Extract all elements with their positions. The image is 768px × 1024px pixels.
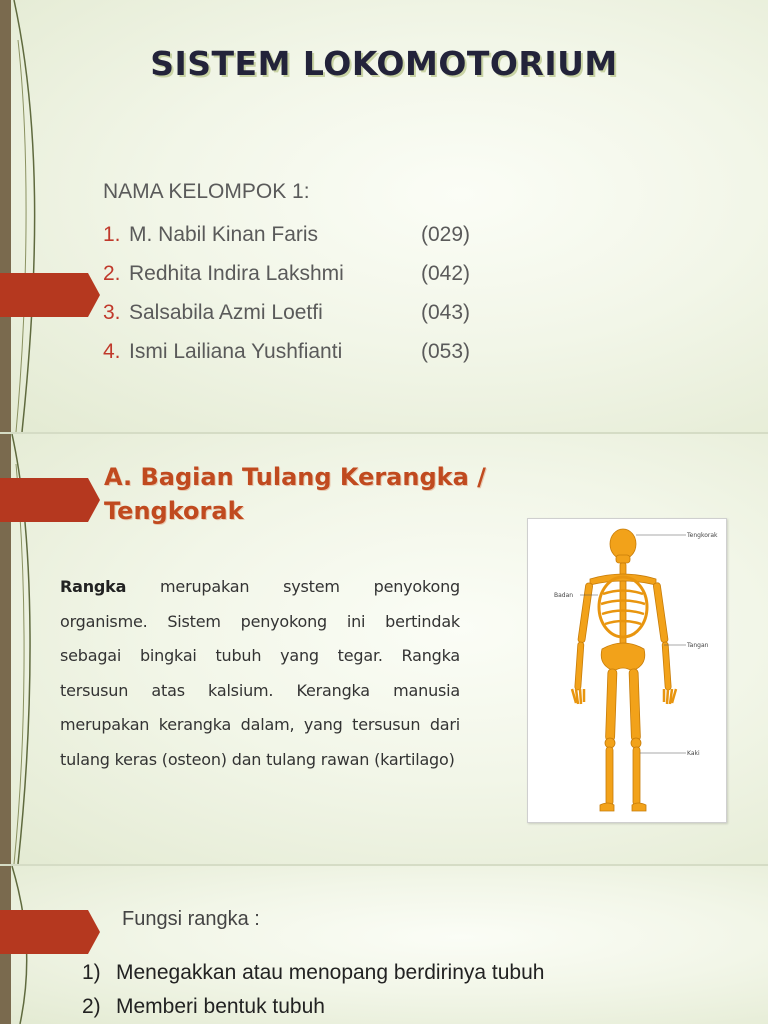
slide-1 xyxy=(0,0,768,432)
list-item xyxy=(82,956,544,990)
label-tengkorak: Tengkorak xyxy=(687,532,718,539)
member-row xyxy=(103,293,491,332)
fungsi-heading: Fungsi rangka : xyxy=(122,908,260,930)
member-number: 2. xyxy=(103,261,121,285)
member-code: (029) xyxy=(421,222,471,246)
list-item xyxy=(82,990,544,1024)
paragraph-text: merupakan system penyokong organisme. Sistem penyokong ini bertindak sebagai bingkai tubuh yang tegar. Rangka tersusun atas kalsium. Kerangka manusia merupakan kerangka dalam, yang tersusun dari tulang keras (osteon) dan tulang rawan (kartilago) xyxy=(60,577,460,769)
skeleton-figure xyxy=(527,518,727,823)
arrow-marker xyxy=(0,478,100,522)
label-kaki: Kaki xyxy=(687,750,700,757)
member-row xyxy=(103,332,491,371)
section-title: A. Bagian Tulang Kerangka / Tengkorak xyxy=(104,463,486,525)
group-heading: NAMA KELOMPOK 1: xyxy=(103,180,310,203)
list-number: 1) xyxy=(82,961,101,984)
member-row xyxy=(103,215,491,254)
member-name: M. Nabil Kinan Faris xyxy=(129,222,319,246)
member-code: (053) xyxy=(421,339,471,363)
member-number: 3. xyxy=(103,300,121,324)
label-badan: Badan xyxy=(554,592,574,599)
label-tangan: Tangan xyxy=(687,642,709,649)
skeleton-illustration xyxy=(528,519,726,822)
arrow-marker xyxy=(0,910,100,954)
member-code: (042) xyxy=(421,261,471,285)
paragraph-bold-term: Rangka xyxy=(60,577,127,596)
list-text: Memberi bentuk tubuh xyxy=(116,995,325,1018)
list-text: Menegakkan atau menopang berdirinya tubuh xyxy=(116,961,545,984)
slide-2 xyxy=(0,434,768,864)
group-members xyxy=(103,175,491,371)
arrow-marker xyxy=(0,273,100,317)
member-name: Redhita Indira Lakshmi xyxy=(129,261,344,285)
member-code: (043) xyxy=(421,300,471,324)
fungsi-list xyxy=(82,956,544,1024)
member-name: Salsabila Azmi Loetfi xyxy=(129,300,323,324)
body-paragraph xyxy=(60,570,460,777)
member-row xyxy=(103,254,491,293)
slide-3 xyxy=(0,866,768,1024)
member-number: 1. xyxy=(103,222,121,246)
member-number: 4. xyxy=(103,339,121,363)
member-name: Ismi Lailiana Yushfianti xyxy=(129,339,343,363)
page-title: SISTEM LOKOMOTORIUM xyxy=(150,44,618,83)
list-number: 2) xyxy=(82,995,101,1018)
